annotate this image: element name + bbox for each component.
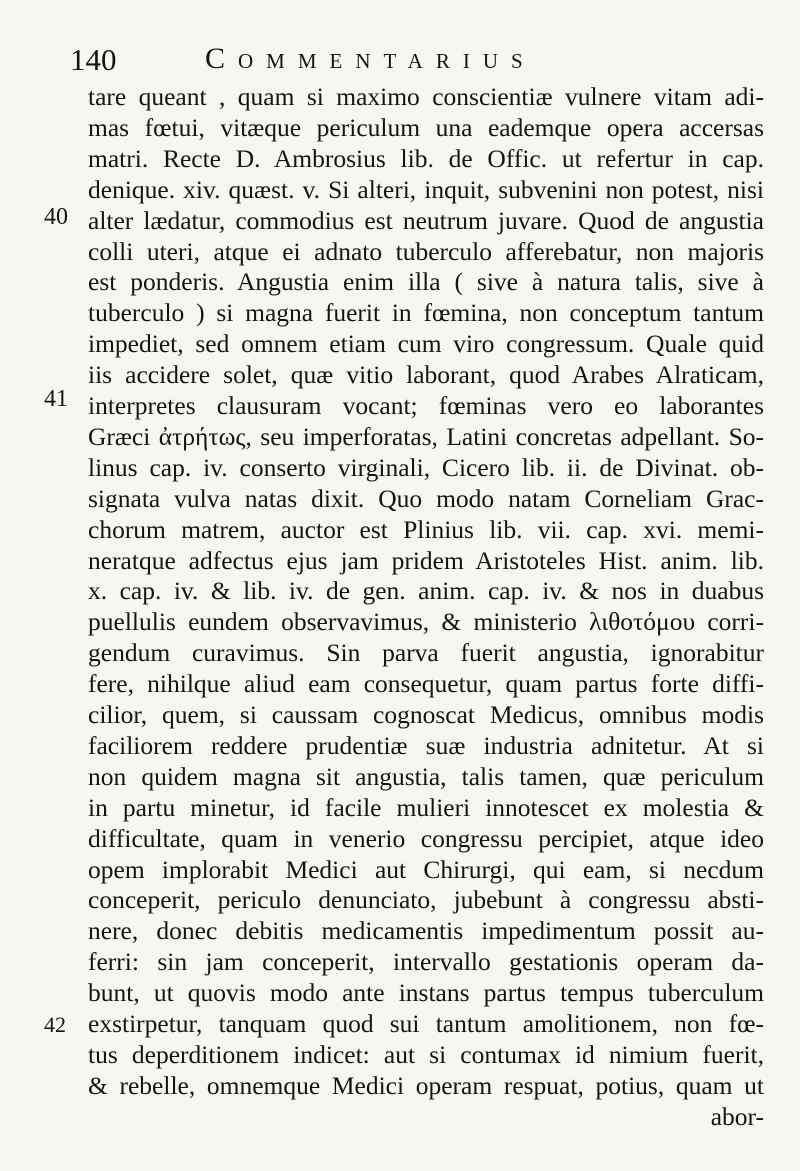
text-line: denique. xiv. quæst. v. Si alteri, inquit, subvenini non potest, nisi: [88, 174, 764, 204]
text-line: iis accidere solet, quæ vitio laborant, quod Arabes Alraticam,: [88, 360, 764, 390]
margin-number: 42: [44, 1012, 66, 1037]
text-line: exstirpetur, tanquam quod sui tantum amolitionem, non fœ-: [88, 1009, 764, 1038]
text-line: in partu minetur, id facile mulieri innotescet ex molestia &: [88, 792, 764, 822]
text-line: impediet, sed omnem etiam cum viro congressum. Quale quid: [88, 329, 764, 359]
text-line: signata vulva natas dixit. Quo modo natam Corneliam Grac-: [88, 483, 764, 513]
text-line: conceperit, periculo denunciato, jubebunt à congressu absti-: [88, 885, 764, 915]
text-line: puellulis eundem observavimus, & ministerio λιθοτόμου corri-: [88, 607, 764, 637]
text-line: ferri: sin jam conceperit, intervallo gestationis operam da-: [88, 947, 764, 977]
running-title: Commentarius: [205, 42, 536, 75]
text-line: cilior, quem, si caussam cognoscat Medicus, omnibus modis: [88, 700, 764, 729]
text-line: tus deperditionem indicet: aut si contumax id nimium fuerit,: [88, 1039, 764, 1069]
text-line: interpretes clausuram vocant; fœminas vero eo laborantes: [88, 391, 764, 420]
margin-number: 40: [44, 204, 68, 230]
text-line: bunt, ut quovis modo ante instans partus tempus tuberculum: [88, 978, 764, 1008]
text-line: matri. Recte D. Ambrosius lib. de Offic. ut refertur in cap.: [88, 143, 764, 173]
text-line: neratque adfectus ejus jam pridem Aristoteles Hist. anim. lib.: [88, 545, 764, 575]
text-line: alter lædatur, commodius est neutrum juvare. Quod de angustia: [88, 205, 764, 235]
text-line: difficultate, quam in venerio congressu percipiet, atque ideo: [88, 823, 764, 853]
text-line: nere, donec debitis medicamentis impedimentum possit au-: [88, 916, 764, 946]
text-line: colli uteri, atque ei adnato tuberculo afferebatur, non majoris: [88, 236, 764, 266]
text-line: faciliorem reddere prudentiæ suæ industria adnitetur. At si: [88, 730, 764, 760]
text-line: est ponderis. Angustia enim illa ( sive à natura talis, sive à: [88, 267, 764, 297]
text-line: gendum curavimus. Sin parva fuerit angustia, ignorabitur: [88, 638, 764, 668]
text-line: chorum matrem, auctor est Plinius lib. vii. cap. xvi. memi-: [88, 514, 764, 544]
text-line: tare queant , quam si maximo conscientiæ vulnere vitam adi-: [88, 82, 764, 111]
text-line: Græci ἀτρήτως, seu imperforatas, Latini concretas adpellant. So-: [88, 421, 764, 451]
text-line: linus cap. iv. conserto virginali, Cicero lib. ii. de Divinat. ob-: [88, 452, 764, 482]
margin-number: 41: [44, 386, 68, 412]
page-number: 140: [70, 42, 117, 77]
text-line: & rebelle, omnemque Medici operam respuat, potius, quam ut: [88, 1070, 764, 1100]
text-line: opem implorabit Medici aut Chirurgi, qui eam, si necdum: [88, 854, 764, 884]
text-line: mas fœtui, vitæque periculum una eademque opera accersas: [88, 112, 764, 142]
text-line: tuberculo ) si magna fuerit in fœmina, non conceptum tantum: [88, 298, 764, 328]
text-line: fere, nihilque aliud eam consequetur, quam partus forte diffi-: [88, 669, 764, 699]
page-header: [70, 42, 770, 82]
text-line: non quidem magna sit angustia, talis tamen, quæ periculum: [88, 761, 764, 791]
text-line: x. cap. iv. & lib. iv. de gen. anim. cap. iv. & nos in duabus: [88, 576, 764, 606]
text-line: abor-: [710, 1101, 764, 1131]
